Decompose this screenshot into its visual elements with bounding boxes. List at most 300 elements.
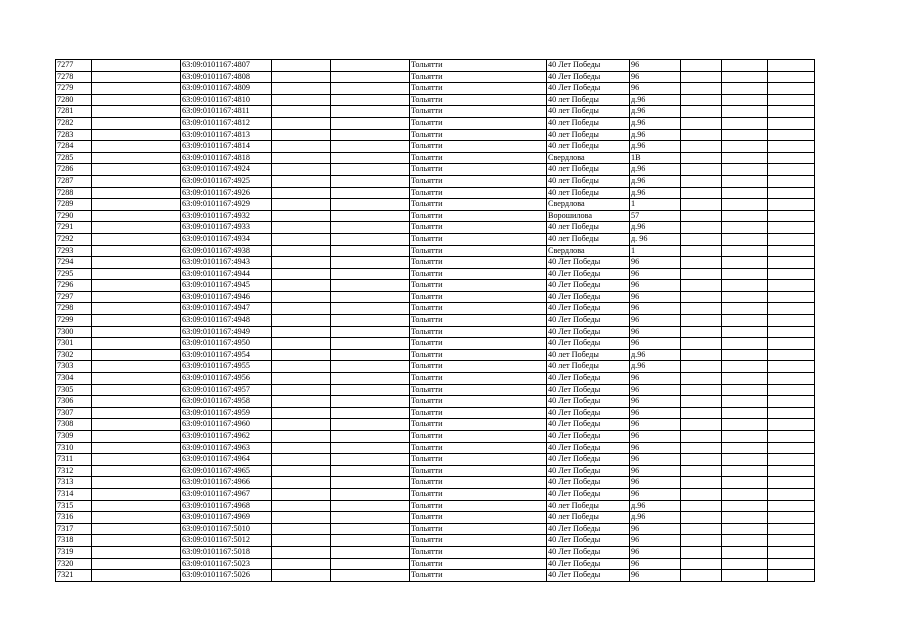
- empty-cell: [722, 477, 768, 489]
- city-cell: Тольятти: [410, 117, 547, 129]
- empty-cell: [768, 245, 815, 257]
- empty-cell: [272, 291, 331, 303]
- empty-cell: [768, 315, 815, 327]
- house-number-cell: 96: [630, 570, 681, 582]
- empty-cell: [92, 152, 181, 164]
- table-row: [56, 141, 815, 153]
- empty-cell: [722, 407, 768, 419]
- row-number-cell: 7284: [56, 141, 92, 153]
- house-number-cell: 96: [630, 407, 681, 419]
- empty-cell: [768, 210, 815, 222]
- table-body: [56, 60, 815, 582]
- empty-cell: [331, 373, 410, 385]
- empty-cell: [681, 488, 722, 500]
- empty-cell: [331, 523, 410, 535]
- table-row: [56, 187, 815, 199]
- house-number-cell: д. 96: [630, 233, 681, 245]
- cadastral-number-cell: 63:09:0101167:4926: [181, 187, 272, 199]
- empty-cell: [768, 129, 815, 141]
- empty-cell: [681, 222, 722, 234]
- row-number-cell: 7314: [56, 488, 92, 500]
- city-cell: Тольятти: [410, 488, 547, 500]
- empty-cell: [768, 431, 815, 443]
- empty-cell: [722, 396, 768, 408]
- empty-cell: [681, 535, 722, 547]
- empty-cell: [272, 280, 331, 292]
- street-cell: 40 Лет Победы: [547, 535, 630, 547]
- row-number-cell: 7301: [56, 338, 92, 350]
- empty-cell: [272, 570, 331, 582]
- row-number-cell: 7280: [56, 94, 92, 106]
- empty-cell: [272, 164, 331, 176]
- empty-cell: [681, 233, 722, 245]
- table-row: [56, 315, 815, 327]
- cadastral-number-cell: 63:09:0101167:4814: [181, 141, 272, 153]
- cadastral-number-cell: 63:09:0101167:4808: [181, 71, 272, 83]
- row-number-cell: 7298: [56, 303, 92, 315]
- empty-cell: [722, 164, 768, 176]
- row-number-cell: 7296: [56, 280, 92, 292]
- empty-cell: [92, 431, 181, 443]
- empty-cell: [722, 268, 768, 280]
- empty-cell: [681, 187, 722, 199]
- empty-cell: [681, 71, 722, 83]
- cadastral-number-cell: 63:09:0101167:4950: [181, 338, 272, 350]
- table-row: [56, 361, 815, 373]
- empty-cell: [272, 361, 331, 373]
- empty-cell: [92, 512, 181, 524]
- house-number-cell: 96: [630, 454, 681, 466]
- empty-cell: [272, 349, 331, 361]
- empty-cell: [722, 523, 768, 535]
- row-number-cell: 7282: [56, 117, 92, 129]
- table-row: [56, 291, 815, 303]
- empty-cell: [681, 60, 722, 72]
- cadastral-number-cell: 63:09:0101167:4967: [181, 488, 272, 500]
- house-number-cell: 96: [630, 384, 681, 396]
- street-cell: 40 Лет Победы: [547, 419, 630, 431]
- street-cell: 40 Лет Победы: [547, 488, 630, 500]
- empty-cell: [681, 106, 722, 118]
- row-number-cell: 7283: [56, 129, 92, 141]
- empty-cell: [722, 129, 768, 141]
- empty-cell: [272, 106, 331, 118]
- house-number-cell: д.96: [630, 164, 681, 176]
- empty-cell: [722, 338, 768, 350]
- empty-cell: [768, 83, 815, 95]
- house-number-cell: 57: [630, 210, 681, 222]
- empty-cell: [331, 407, 410, 419]
- table-row: [56, 570, 815, 582]
- table-row: [56, 60, 815, 72]
- empty-cell: [92, 419, 181, 431]
- street-cell: 40 Лет Победы: [547, 570, 630, 582]
- empty-cell: [331, 419, 410, 431]
- city-cell: Тольятти: [410, 187, 547, 199]
- empty-cell: [331, 106, 410, 118]
- empty-cell: [272, 268, 331, 280]
- row-number-cell: 7277: [56, 60, 92, 72]
- table-row: [56, 303, 815, 315]
- empty-cell: [681, 465, 722, 477]
- cadastral-number-cell: 63:09:0101167:4969: [181, 512, 272, 524]
- empty-cell: [681, 419, 722, 431]
- street-cell: 40 Лет Победы: [547, 303, 630, 315]
- city-cell: Тольятти: [410, 523, 547, 535]
- house-number-cell: д.96: [630, 361, 681, 373]
- cadastral-number-cell: 63:09:0101167:4810: [181, 94, 272, 106]
- empty-cell: [768, 222, 815, 234]
- empty-cell: [722, 257, 768, 269]
- empty-cell: [272, 488, 331, 500]
- empty-cell: [331, 361, 410, 373]
- table-row: [56, 326, 815, 338]
- street-cell: 40 Лет Победы: [547, 407, 630, 419]
- empty-cell: [681, 303, 722, 315]
- row-number-cell: 7291: [56, 222, 92, 234]
- empty-cell: [331, 83, 410, 95]
- empty-cell: [92, 257, 181, 269]
- row-number-cell: 7293: [56, 245, 92, 257]
- empty-cell: [722, 558, 768, 570]
- empty-cell: [272, 222, 331, 234]
- empty-cell: [681, 558, 722, 570]
- empty-cell: [272, 454, 331, 466]
- empty-cell: [681, 199, 722, 211]
- empty-cell: [331, 431, 410, 443]
- street-cell: 40 Лет Победы: [547, 268, 630, 280]
- cadastral-number-cell: 63:09:0101167:4933: [181, 222, 272, 234]
- cadastral-number-cell: 63:09:0101167:5010: [181, 523, 272, 535]
- city-cell: Тольятти: [410, 361, 547, 373]
- row-number-cell: 7315: [56, 500, 92, 512]
- row-number-cell: 7308: [56, 419, 92, 431]
- empty-cell: [768, 477, 815, 489]
- row-number-cell: 7290: [56, 210, 92, 222]
- row-number-cell: 7285: [56, 152, 92, 164]
- cadastral-number-cell: 63:09:0101167:4934: [181, 233, 272, 245]
- empty-cell: [272, 94, 331, 106]
- empty-cell: [92, 523, 181, 535]
- empty-cell: [681, 396, 722, 408]
- empty-cell: [272, 465, 331, 477]
- city-cell: Тольятти: [410, 465, 547, 477]
- street-cell: 40 Лет Победы: [547, 373, 630, 385]
- empty-cell: [722, 431, 768, 443]
- empty-cell: [92, 338, 181, 350]
- table-row: [56, 407, 815, 419]
- house-number-cell: 96: [630, 488, 681, 500]
- table-row: [56, 431, 815, 443]
- row-number-cell: 7310: [56, 442, 92, 454]
- house-number-cell: 96: [630, 396, 681, 408]
- empty-cell: [768, 257, 815, 269]
- street-cell: Свердлова: [547, 245, 630, 257]
- table-row: [56, 384, 815, 396]
- empty-cell: [272, 199, 331, 211]
- empty-cell: [331, 326, 410, 338]
- empty-cell: [681, 407, 722, 419]
- empty-cell: [768, 454, 815, 466]
- empty-cell: [768, 570, 815, 582]
- empty-cell: [331, 117, 410, 129]
- empty-cell: [722, 315, 768, 327]
- cadastral-number-cell: 63:09:0101167:4929: [181, 199, 272, 211]
- house-number-cell: д.96: [630, 187, 681, 199]
- cadastral-number-cell: 63:09:0101167:4959: [181, 407, 272, 419]
- cadastral-number-cell: 63:09:0101167:4812: [181, 117, 272, 129]
- cadastral-number-cell: 63:09:0101167:4924: [181, 164, 272, 176]
- city-cell: Тольятти: [410, 326, 547, 338]
- empty-cell: [92, 535, 181, 547]
- empty-cell: [92, 442, 181, 454]
- street-cell: 40 лет Победы: [547, 187, 630, 199]
- empty-cell: [92, 396, 181, 408]
- table-row: [56, 106, 815, 118]
- empty-cell: [722, 361, 768, 373]
- street-cell: 40 лет Победы: [547, 222, 630, 234]
- empty-cell: [92, 291, 181, 303]
- city-cell: Тольятти: [410, 233, 547, 245]
- empty-cell: [768, 535, 815, 547]
- empty-cell: [92, 245, 181, 257]
- street-cell: 40 Лет Победы: [547, 442, 630, 454]
- row-number-cell: 7311: [56, 454, 92, 466]
- empty-cell: [272, 303, 331, 315]
- empty-cell: [768, 175, 815, 187]
- city-cell: Тольятти: [410, 141, 547, 153]
- house-number-cell: 1: [630, 245, 681, 257]
- empty-cell: [722, 488, 768, 500]
- house-number-cell: д.96: [630, 500, 681, 512]
- cadastral-number-cell: 63:09:0101167:4807: [181, 60, 272, 72]
- row-number-cell: 7279: [56, 83, 92, 95]
- table-row: [56, 512, 815, 524]
- row-number-cell: 7297: [56, 291, 92, 303]
- empty-cell: [722, 94, 768, 106]
- empty-cell: [681, 141, 722, 153]
- house-number-cell: д.96: [630, 129, 681, 141]
- empty-cell: [92, 384, 181, 396]
- city-cell: Тольятти: [410, 291, 547, 303]
- empty-cell: [681, 373, 722, 385]
- cadastral-number-cell: 63:09:0101167:4945: [181, 280, 272, 292]
- cadastral-number-cell: 63:09:0101167:5026: [181, 570, 272, 582]
- row-number-cell: 7319: [56, 546, 92, 558]
- cadastral-number-cell: 63:09:0101167:5018: [181, 546, 272, 558]
- empty-cell: [92, 233, 181, 245]
- empty-cell: [768, 291, 815, 303]
- table-row: [56, 245, 815, 257]
- table-row: [56, 465, 815, 477]
- city-cell: Тольятти: [410, 199, 547, 211]
- row-number-cell: 7278: [56, 71, 92, 83]
- empty-cell: [681, 512, 722, 524]
- empty-cell: [92, 477, 181, 489]
- empty-cell: [768, 349, 815, 361]
- street-cell: 40 Лет Победы: [547, 83, 630, 95]
- row-number-cell: 7289: [56, 199, 92, 211]
- cadastral-number-cell: 63:09:0101167:4809: [181, 83, 272, 95]
- empty-cell: [331, 338, 410, 350]
- empty-cell: [722, 546, 768, 558]
- street-cell: 40 Лет Победы: [547, 523, 630, 535]
- house-number-cell: 96: [630, 303, 681, 315]
- house-number-cell: 96: [630, 442, 681, 454]
- empty-cell: [722, 326, 768, 338]
- street-cell: 40 Лет Победы: [547, 558, 630, 570]
- cadastral-number-cell: 63:09:0101167:4944: [181, 268, 272, 280]
- street-cell: 40 Лет Победы: [547, 326, 630, 338]
- empty-cell: [722, 245, 768, 257]
- house-number-cell: д.96: [630, 141, 681, 153]
- empty-cell: [272, 233, 331, 245]
- empty-cell: [272, 245, 331, 257]
- cadastral-number-cell: 63:09:0101167:4960: [181, 419, 272, 431]
- city-cell: Тольятти: [410, 152, 547, 164]
- empty-cell: [331, 245, 410, 257]
- empty-cell: [722, 117, 768, 129]
- cadastral-number-cell: 63:09:0101167:4958: [181, 396, 272, 408]
- empty-cell: [768, 465, 815, 477]
- street-cell: 40 Лет Победы: [547, 291, 630, 303]
- empty-cell: [272, 338, 331, 350]
- table-row: [56, 71, 815, 83]
- empty-cell: [331, 454, 410, 466]
- empty-cell: [272, 419, 331, 431]
- table-row: [56, 222, 815, 234]
- city-cell: Тольятти: [410, 303, 547, 315]
- empty-cell: [768, 361, 815, 373]
- empty-cell: [768, 187, 815, 199]
- table-row: [56, 500, 815, 512]
- empty-cell: [331, 257, 410, 269]
- empty-cell: [92, 454, 181, 466]
- cadastral-number-cell: 63:09:0101167:4957: [181, 384, 272, 396]
- empty-cell: [768, 488, 815, 500]
- empty-cell: [681, 384, 722, 396]
- empty-cell: [768, 164, 815, 176]
- street-cell: 40 Лет Победы: [547, 431, 630, 443]
- table-row: [56, 396, 815, 408]
- empty-cell: [92, 199, 181, 211]
- city-cell: Тольятти: [410, 500, 547, 512]
- street-cell: 40 Лет Победы: [547, 465, 630, 477]
- empty-cell: [722, 83, 768, 95]
- row-number-cell: 7302: [56, 349, 92, 361]
- empty-cell: [681, 326, 722, 338]
- cadastral-number-cell: 63:09:0101167:4818: [181, 152, 272, 164]
- empty-cell: [722, 210, 768, 222]
- empty-cell: [768, 106, 815, 118]
- empty-cell: [768, 396, 815, 408]
- empty-cell: [92, 71, 181, 83]
- empty-cell: [722, 570, 768, 582]
- table-row: [56, 349, 815, 361]
- empty-cell: [768, 303, 815, 315]
- empty-cell: [768, 523, 815, 535]
- row-number-cell: 7288: [56, 187, 92, 199]
- street-cell: 40 Лет Победы: [547, 454, 630, 466]
- empty-cell: [331, 477, 410, 489]
- table-row: [56, 338, 815, 350]
- empty-cell: [272, 431, 331, 443]
- cadastral-number-cell: 63:09:0101167:4966: [181, 477, 272, 489]
- empty-cell: [272, 129, 331, 141]
- empty-cell: [722, 303, 768, 315]
- street-cell: Ворошилова: [547, 210, 630, 222]
- cadastral-number-cell: 63:09:0101167:4925: [181, 175, 272, 187]
- city-cell: Тольятти: [410, 477, 547, 489]
- empty-cell: [272, 83, 331, 95]
- empty-cell: [92, 117, 181, 129]
- empty-cell: [722, 454, 768, 466]
- empty-cell: [681, 500, 722, 512]
- table-row: [56, 488, 815, 500]
- house-number-cell: 96: [630, 558, 681, 570]
- empty-cell: [92, 361, 181, 373]
- table-row: [56, 419, 815, 431]
- empty-cell: [768, 117, 815, 129]
- empty-cell: [681, 164, 722, 176]
- empty-cell: [681, 442, 722, 454]
- cadastral-number-cell: 63:09:0101167:4964: [181, 454, 272, 466]
- empty-cell: [331, 199, 410, 211]
- empty-cell: [272, 500, 331, 512]
- street-cell: 40 лет Победы: [547, 175, 630, 187]
- cadastral-number-cell: 63:09:0101167:4954: [181, 349, 272, 361]
- empty-cell: [272, 384, 331, 396]
- empty-cell: [768, 384, 815, 396]
- empty-cell: [331, 129, 410, 141]
- house-number-cell: 96: [630, 535, 681, 547]
- empty-cell: [768, 60, 815, 72]
- table-row: [56, 268, 815, 280]
- table-row: [56, 523, 815, 535]
- house-number-cell: 1В: [630, 152, 681, 164]
- row-number-cell: 7305: [56, 384, 92, 396]
- house-number-cell: 96: [630, 477, 681, 489]
- empty-cell: [768, 558, 815, 570]
- empty-cell: [331, 315, 410, 327]
- empty-cell: [722, 535, 768, 547]
- city-cell: Тольятти: [410, 257, 547, 269]
- empty-cell: [92, 546, 181, 558]
- row-number-cell: 7316: [56, 512, 92, 524]
- cadastral-number-cell: 63:09:0101167:5023: [181, 558, 272, 570]
- cadastral-number-cell: 63:09:0101167:4947: [181, 303, 272, 315]
- empty-cell: [272, 477, 331, 489]
- street-cell: 40 лет Победы: [547, 361, 630, 373]
- street-cell: 40 лет Победы: [547, 141, 630, 153]
- empty-cell: [768, 442, 815, 454]
- empty-cell: [92, 106, 181, 118]
- row-number-cell: 7299: [56, 315, 92, 327]
- house-number-cell: д.96: [630, 175, 681, 187]
- empty-cell: [331, 442, 410, 454]
- house-number-cell: 96: [630, 431, 681, 443]
- empty-cell: [331, 210, 410, 222]
- empty-cell: [722, 419, 768, 431]
- house-number-cell: д.96: [630, 117, 681, 129]
- street-cell: 40 Лет Победы: [547, 384, 630, 396]
- table-row: [56, 94, 815, 106]
- empty-cell: [272, 175, 331, 187]
- house-number-cell: д.96: [630, 349, 681, 361]
- empty-cell: [92, 94, 181, 106]
- empty-cell: [768, 373, 815, 385]
- street-cell: 40 лет Победы: [547, 164, 630, 176]
